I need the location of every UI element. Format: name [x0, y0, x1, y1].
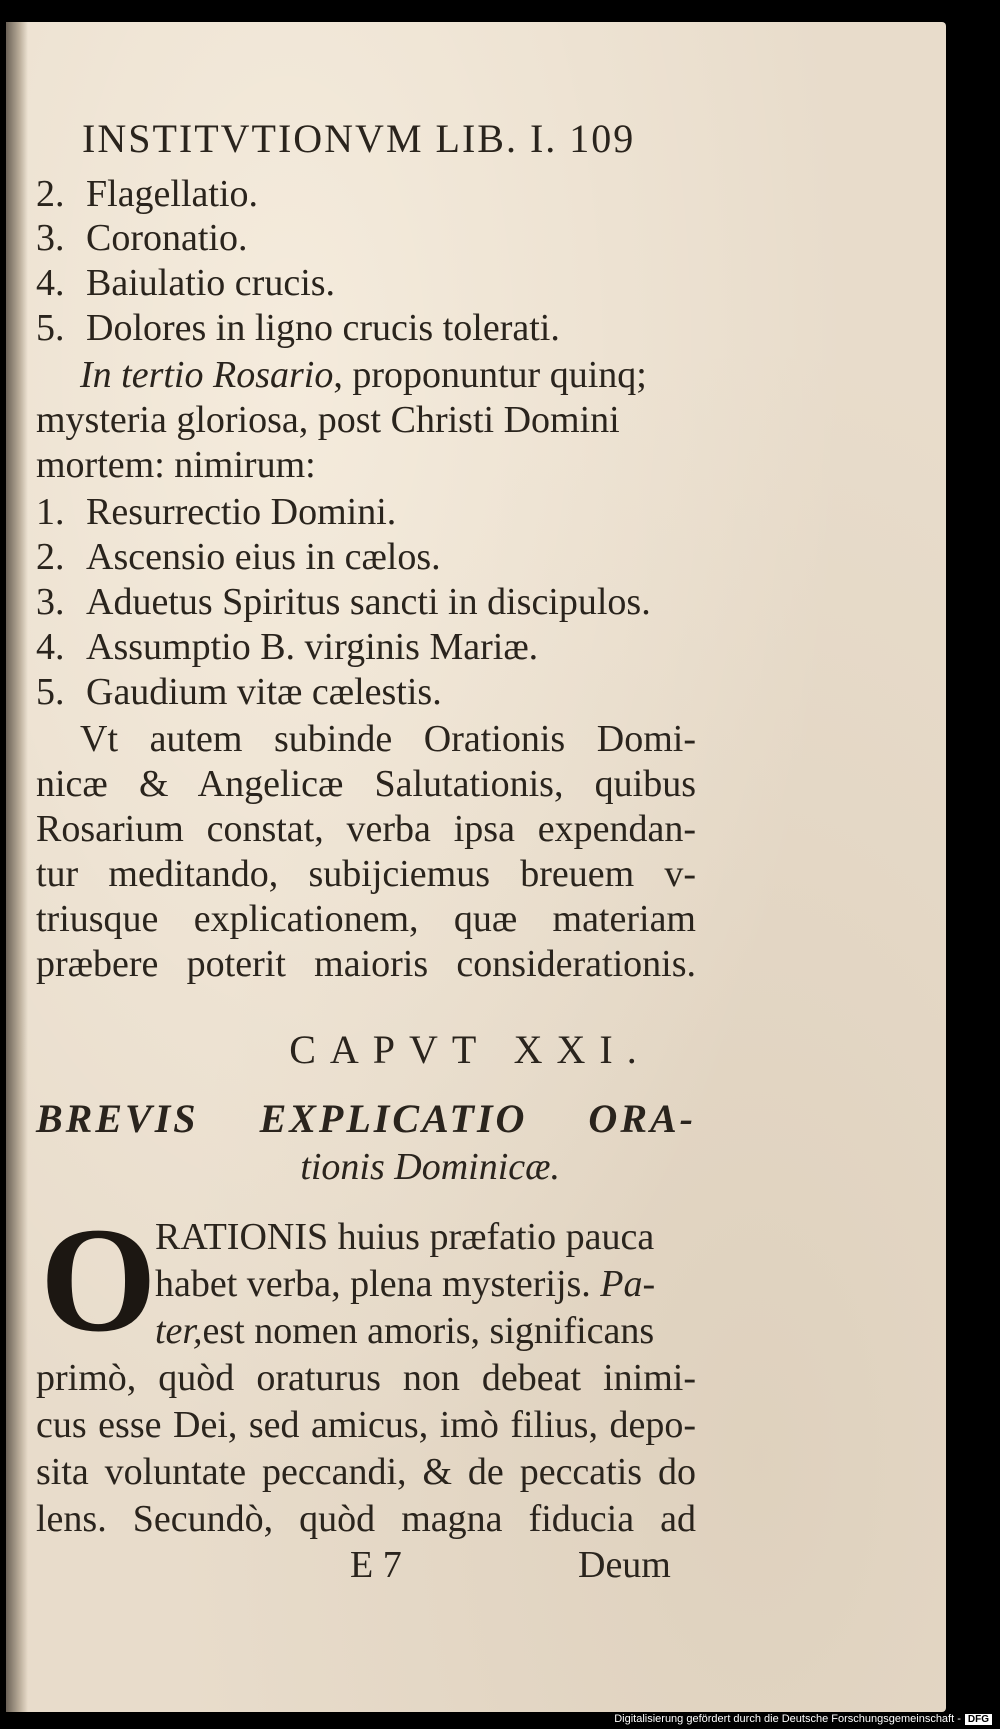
list-text: Aduetus Spiritus sancti in discipulos.: [86, 581, 651, 623]
list-item: [36, 625, 538, 669]
paragraph-line: RATIONIS huius præfatio pauca: [155, 1216, 655, 1258]
list-text: Flagellatio.: [86, 173, 259, 215]
list-number: 2.: [36, 536, 65, 578]
list-item: [36, 670, 442, 714]
paragraph-line: cus esse Dei, sed amicus, imò filius, depo-: [36, 1404, 696, 1446]
paragraph-line: ter,est nomen amoris, significans: [155, 1310, 655, 1352]
list-text: Coronatio.: [86, 217, 248, 259]
list-number: 1.: [36, 491, 65, 533]
footer-credit: [614, 1713, 992, 1725]
page-number: 109: [569, 116, 636, 161]
chapter-title-line-1: BREVIS EXPLICATIO ORA-: [36, 1096, 696, 1141]
list-text: Assumptio B. virginis Mariæ.: [86, 626, 539, 668]
list-number: 2.: [36, 173, 65, 215]
list-text: Dolores in ligno crucis tolerati.: [86, 307, 560, 349]
chapter-title-line-2: tionis Dominicæ.: [300, 1146, 560, 1188]
first-word: RATIONIS: [155, 1216, 329, 1258]
intro-italic: In tertio Rosario: [80, 354, 334, 396]
chapter-heading: CAPVT XXI.: [289, 1027, 651, 1072]
paragraph-line: triusque explicationem, quæ materiam: [36, 898, 696, 940]
signature-mark: E 7: [350, 1544, 402, 1586]
list-number: 4.: [36, 626, 65, 668]
list-text: Baiulatio crucis.: [86, 262, 336, 304]
paragraph-line: nicæ & Angelicæ Salutationis, quibus: [36, 763, 696, 805]
paragraph-line: Vt autem subinde Orationis Domi-: [80, 718, 696, 760]
intro-line-2: mysteria gloriosa, post Christi Domini: [36, 399, 620, 441]
list-number: 5.: [36, 671, 65, 713]
paragraph-line: tur meditando, subijciemus breuem v-: [36, 853, 696, 895]
list-item: [36, 261, 335, 305]
catchword: Deum: [578, 1544, 671, 1586]
list-number: 4.: [36, 262, 65, 304]
page-gutter-shadow: [6, 22, 28, 1712]
dfg-logo: DFG: [965, 1714, 992, 1725]
list-item: [36, 535, 441, 579]
list-item: [36, 580, 651, 624]
list-text: Ascensio eius in cælos.: [86, 536, 441, 578]
drop-cap: O: [40, 1197, 157, 1363]
intro-line-3: mortem: nimirum:: [36, 444, 316, 486]
list-number: 5.: [36, 307, 65, 349]
paragraph-line: præbere poterit maioris considerationis.: [36, 943, 696, 985]
paragraph-line: habet verba, plena mysterijs. Pa-: [155, 1263, 656, 1305]
running-header: [82, 115, 702, 162]
paragraph-line: Rosarium constat, verba ipsa expendan-: [36, 808, 696, 850]
running-title: INSTITVTIONVM LIB. I.: [82, 116, 558, 161]
intro-line-1: [80, 353, 647, 397]
list-number: 3.: [36, 217, 65, 259]
paragraph-line: sita voluntate peccandi, & de peccatis do: [36, 1451, 696, 1493]
list-text: Gaudium vitæ cælestis.: [86, 671, 442, 713]
list-item: [36, 306, 560, 350]
list-text: Resurrectio Domini.: [86, 491, 397, 533]
paragraph-line: lens. Secundò, quòd magna fiducia ad: [36, 1498, 696, 1540]
paragraph-line: primò, quòd oraturus non debeat inimi-: [36, 1357, 696, 1399]
intro-line-1-rest: , proponuntur quinq;: [333, 354, 647, 396]
list-item: [36, 172, 258, 216]
list-item: [36, 216, 247, 260]
list-number: 3.: [36, 581, 65, 623]
list-item: [36, 490, 396, 534]
footer-credit-text: Digitalisierung gefördert durch die Deutsche Forschungsgemeinschaft -: [614, 1713, 961, 1725]
